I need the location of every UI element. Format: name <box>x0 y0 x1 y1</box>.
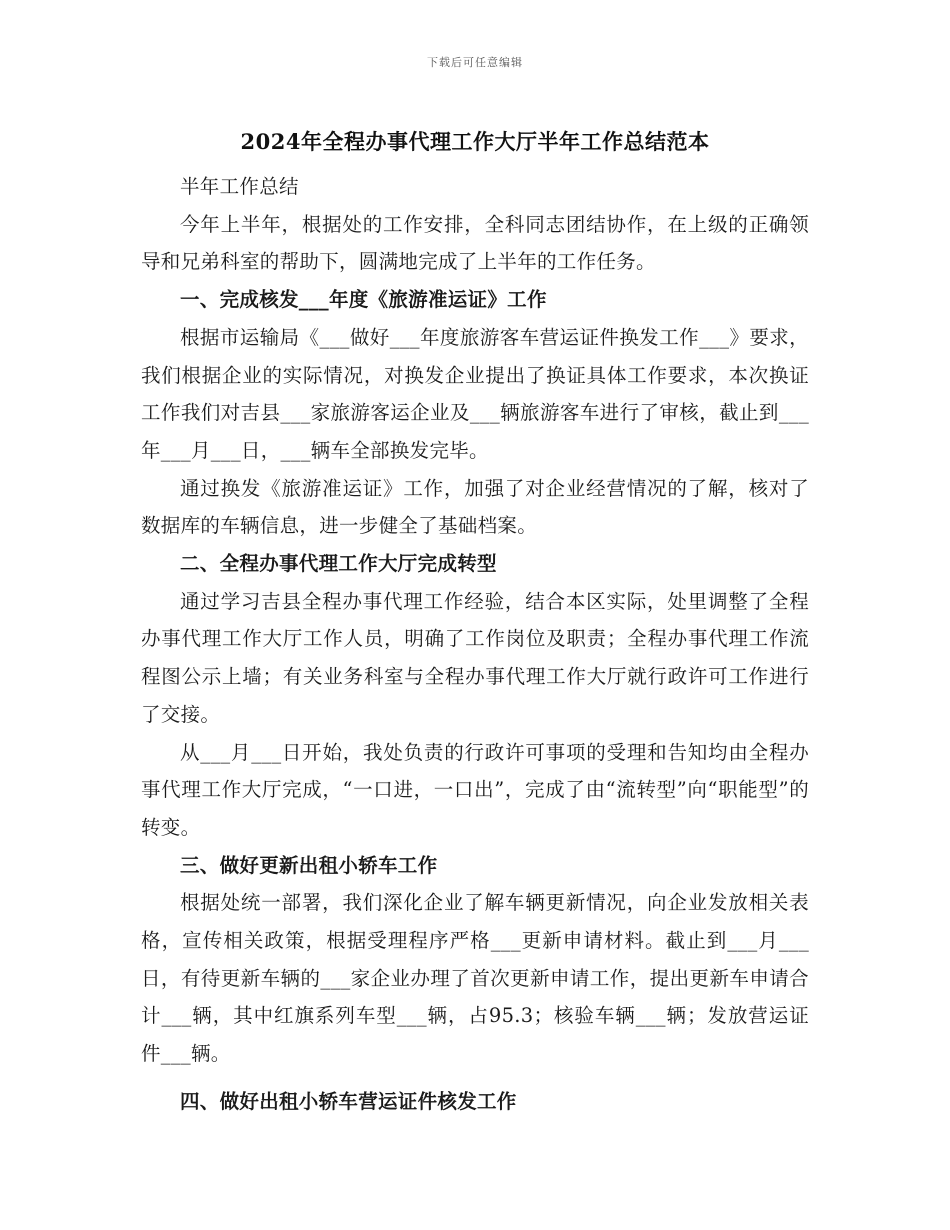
paragraph-overview: 今年上半年，根据处的工作安排，全科同志团结协作，在上级的正确领导和兄弟科室的帮助下，圆满地完成了上半年的工作任务。 <box>141 212 809 274</box>
paragraph-intro-label: 半年工作总结 <box>180 175 299 198</box>
section-heading-3: 三、做好更新出租小轿车工作 <box>180 853 438 877</box>
paragraph-section-1-b: 通过换发《旅游准运证》工作，加强了对企业经营情况的了解，核对了数据库的车辆信息，进一步健全了基础档案。 <box>141 476 809 538</box>
section-heading-1: 一、完成核发___年度《旅游准运证》工作 <box>180 288 547 312</box>
section-heading-2: 二、全程办事代理工作大厅完成转型 <box>180 552 497 576</box>
paragraph-section-2-b: 从___月___日开始，我处负责的行政许可事项的受理和告知均由全程办事代理工作大厅完成，“一口进，一口出”，完成了由“流转型”向“职能型”的转变。 <box>141 740 809 839</box>
paragraph-section-3: 根据处统一部署，我们深化企业了解车辆更新情况，向企业发放相关表格，宣传相关政策，根据受理程序严格___更新申请材料。截止到___月___日，有待更新车辆的___家企业办理了首次更新申请工作，提出更新车申请合计___辆，其中红旗系列车型___辆，占95.3；核验车辆___辆；发放营运证件___辆。 <box>141 891 809 1066</box>
section-heading-4: 四、做好出租小轿车营运证件核发工作 <box>180 1089 517 1113</box>
paragraph-section-2-a: 通过学习吉县全程办事代理工作经验，结合本区实际，处里调整了全程办事代理工作大厅工作人员，明确了工作岗位及职责；全程办事代理工作流程图公示上墙；有关业务科室与全程办事代理工作大厅就行政许可工作进行了交接。 <box>141 589 809 726</box>
header-note: 下载后可任意编辑 <box>427 56 523 69</box>
document-body <box>141 168 809 1121</box>
paragraph-section-1-a: 根据市运输局《___做好___年度旅游客车营运证件换发工作___》要求，我们根据企业的实际情况，对换发企业提出了换证具体工作要求，本次换证工作我们对吉县___家旅游客运企业及___辆旅游客车进行了审核，截止到___年___月___日，___辆车全部换发完毕。 <box>141 325 809 462</box>
document-title: 2024年全程办事代理工作大厅半年工作总结范本 <box>240 129 710 154</box>
